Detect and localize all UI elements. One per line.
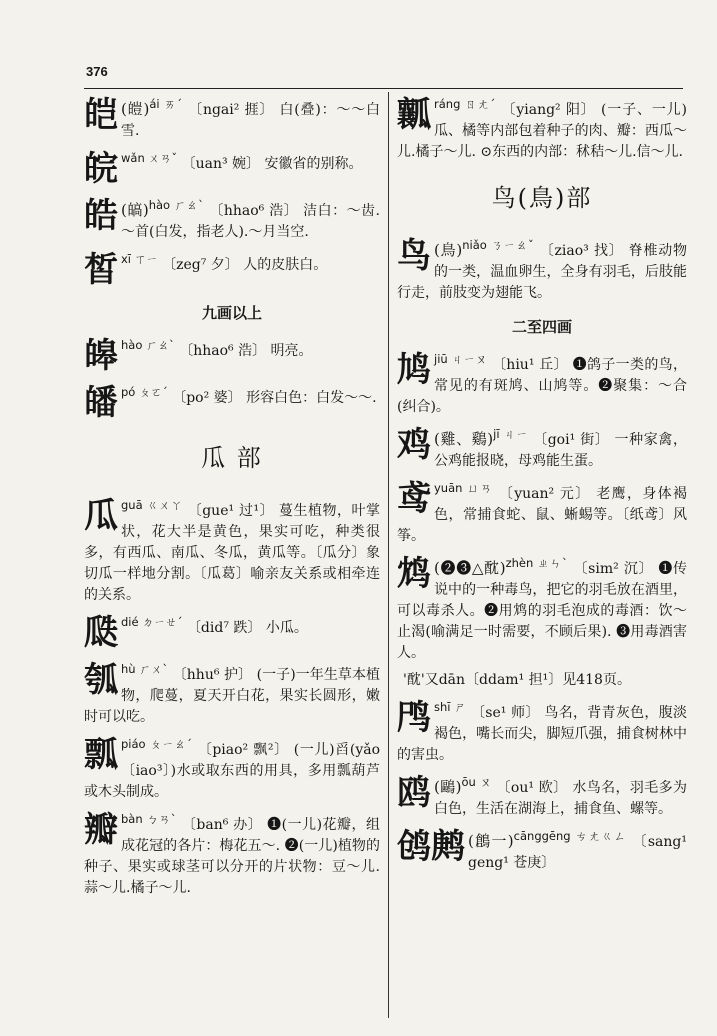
- entry-pronunciation: dié ㄉㄧㄝˊ: [121, 615, 183, 629]
- entry-definition: 〔zeg⁷ 夕〕 人的皮肤白。: [162, 257, 328, 273]
- right-column: [397, 94, 687, 1024]
- entry-variant-form: (❷❸△酖): [434, 559, 506, 577]
- entry-list: [84, 94, 380, 290]
- entry-pronunciation: jiū ㄐㄧㄡ: [434, 352, 488, 366]
- entry-list: [397, 235, 687, 304]
- entry-headword: 瓞: [84, 613, 118, 653]
- entry-headword: 鸩: [397, 554, 431, 594]
- left-column: [84, 94, 380, 1024]
- dictionary-entry: [84, 612, 380, 653]
- entry-pronunciation: hù ㄏㄨˋ: [121, 662, 169, 676]
- dictionary-entry: [397, 94, 687, 163]
- entry-pronunciation: jī ㄐㄧ: [493, 427, 529, 441]
- entry-headword: 皖: [84, 149, 118, 189]
- dictionary-entry: [84, 495, 380, 606]
- entry-pronunciation: bàn ㄅㄢˋ: [121, 812, 177, 826]
- entry-list: [397, 697, 687, 874]
- entry-headword: 鸤: [397, 698, 431, 738]
- entry-definition: 〔gue¹ 过¹〕 蔓生植物，叶掌状，花大半是黄色，果实可吃，种类很多，有西瓜、南瓜、冬瓜，黄瓜等。〔瓜分〕象切瓜一样地分割。〔瓜葛〕喻亲友关系或相牵连的关系。: [84, 503, 380, 603]
- entry-definition: 〔ngai² 捱〕 白(叠)：～～白雪.: [121, 102, 380, 139]
- entry-pronunciation: pó ㄆㄛˊ: [121, 385, 168, 399]
- entry-definition: 〔sang¹ geng¹ 苍庚〕: [468, 834, 687, 871]
- entry-definition: 〔hiu¹ 丘〕 ❶鸽子一类的鸟，常见的有斑鸠、山鸠等。❷聚集：～合(纠合)。: [397, 357, 687, 415]
- entry-variant-form: (鷗): [434, 778, 462, 796]
- radical-heading: 瓜 部: [201, 444, 263, 472]
- entry-definition: 〔ziao³ 找〕 脊椎动物的一类，温血卵生，全身有羽毛，后肢能行走，前肢变为翅能飞。: [397, 243, 687, 301]
- entry-pronunciation: hào ㄏㄠˋ: [148, 198, 205, 212]
- entry-list: [397, 349, 687, 664]
- entry-list: [397, 94, 687, 163]
- entry-headword: 皤: [84, 383, 118, 423]
- entry-pronunciation: ōu ㄡ: [461, 775, 492, 789]
- entry-definition: 〔sim² 沉〕 ❶传说中的一种毒鸟，把它的羽毛放在酒里，可以毒杀人。❷用鸩的羽毛泡成的毒酒：饮～止渴(喻满足一时需要，不顾后果). ❸用毒酒害人。: [397, 561, 687, 661]
- dictionary-entry: [397, 697, 687, 766]
- entry-pronunciation: cānggēng ㄘㄤㄍㄥ: [513, 829, 627, 843]
- entry-pronunciation: ái ㄞˊ: [149, 97, 183, 111]
- entry-definition: 〔goi¹ 街〕 一种家禽，公鸡能报晓，母鸡能生蛋。: [434, 432, 687, 469]
- cross-reference-note: '酖'又dān〔ddam¹ 担¹〕见418页。: [403, 672, 631, 688]
- entry-pronunciation: wǎn ㄨㄢˇ: [121, 151, 178, 165]
- entry-headword: 鸥: [397, 773, 431, 813]
- entry-definition: 〔did⁷ 跌〕 小瓜。: [186, 620, 308, 636]
- entry-definition: 〔hhu⁶ 护〕 (一子)一年生草本植物，爬蔓，夏天开白花，果实长圆形，嫩时可以吃。: [84, 667, 380, 725]
- dictionary-entry: [397, 349, 687, 418]
- dictionary-entry: [84, 148, 380, 189]
- entry-pronunciation: piáo ㄆㄧㄠˊ: [121, 737, 193, 751]
- dictionary-entry: [84, 249, 380, 290]
- entry-definition: 〔hhao⁶ 浩〕 洁白：～齿.～首(白发，指老人).～月当空.: [121, 203, 380, 240]
- entry-headword: 鸠: [397, 350, 431, 390]
- entry-pronunciation: hào ㄏㄠˋ: [121, 338, 175, 352]
- entry-headword: 皓: [84, 196, 118, 236]
- header-rule: [84, 88, 683, 89]
- entry-headword: 鸟: [397, 236, 431, 276]
- dictionary-entry: [397, 553, 687, 664]
- dictionary-entry: [84, 809, 380, 899]
- entry-definition: 〔se¹ 师〕 鸟名，背青灰色，腹淡褐色，嘴长而尖，脚短爪强，捕食树林中的害虫。: [397, 705, 687, 763]
- entry-definition: 〔yiang² 阳〕 (一子、一儿)瓜、橘等内部包着种子的肉、瓣：西瓜～儿.橘子～儿. ⊙东西的内部：秫秸～儿.信～儿.: [397, 102, 687, 160]
- entry-list: [84, 495, 380, 899]
- entry-variant-form: (鳥): [434, 241, 463, 259]
- section-heading: 二至四画: [511, 318, 572, 336]
- entry-definition: 〔ou¹ 欧〕 水鸟名，羽毛多为白色，生活在湖海上，捕食鱼、螺等。: [434, 780, 687, 817]
- dictionary-entry: [84, 734, 380, 803]
- entry-variant-form: (皜): [121, 201, 149, 219]
- entry-headword: 皞: [84, 336, 118, 376]
- entry-pronunciation: yuān ㄩㄢ: [434, 481, 494, 495]
- dictionary-entry: [397, 826, 687, 874]
- entry-definition: 〔po² 婆〕 形容白色：白发～～.: [172, 390, 377, 406]
- entry-pronunciation: shī ㄕ: [434, 700, 467, 714]
- entry-definition: 〔ban⁶ 办〕 ❶(一儿)花瓣，组成花冠的各片：梅花五～. ❷(一儿)植物的种子、果实或球茎可以分开的片状物：豆～儿.蒜～儿.橘子～儿.: [84, 817, 380, 896]
- entry-variant-form: (雞、鷄): [434, 430, 494, 448]
- entry-headword: 鸢: [397, 479, 431, 519]
- dictionary-entry: [397, 424, 687, 472]
- section-heading: 九画以上: [201, 304, 262, 322]
- entry-pronunciation: guā ㄍㄨㄚ: [121, 498, 183, 512]
- entry-definition: 〔yuan² 元〕 老鹰，身体褐色，常捕食蛇、鼠、蜥蜴等。〔纸鸢〕风筝。: [397, 486, 687, 544]
- entry-variant-form: (鶬一): [468, 832, 514, 850]
- entry-headword: 瓠: [84, 660, 118, 700]
- entry-definition: 〔piao² 飘²〕 (一儿)舀(yǎo〔iao³〕)水或取东西的用具，多用瓢葫芦或木头制成。: [84, 742, 380, 800]
- page-number: 376: [86, 64, 108, 79]
- entry-list: [84, 335, 380, 423]
- entry-pronunciation: niǎo ㄋㄧㄠˇ: [462, 238, 535, 252]
- entry-headword: 瓤: [397, 95, 431, 135]
- entry-pronunciation: ráng ㄖㄤˊ: [434, 97, 497, 111]
- dictionary-entry: [84, 382, 380, 423]
- entry-pronunciation: xī ㄒㄧ: [121, 252, 158, 266]
- dictionary-entry: [397, 235, 687, 304]
- entry-definition: 〔uan³ 婉〕 安徽省的别称。: [181, 156, 363, 172]
- entry-headword: 皙: [84, 250, 118, 290]
- column-divider: [388, 92, 389, 1018]
- entry-headword: 鸧鹒: [397, 827, 465, 867]
- entry-headword: 瓢: [84, 735, 118, 775]
- dictionary-entry: [84, 335, 380, 376]
- entry-headword: 皑: [84, 95, 118, 135]
- entry-headword: 瓣: [84, 810, 118, 850]
- dictionary-entry: [397, 772, 687, 820]
- dictionary-entry: [84, 659, 380, 728]
- dictionary-entry: [84, 94, 380, 142]
- entry-variant-form: (皚): [121, 100, 150, 118]
- entry-headword: 瓜: [84, 496, 118, 536]
- dictionary-entry: [84, 195, 380, 243]
- entry-definition: 〔hhao⁶ 浩〕 明亮。: [179, 343, 313, 359]
- radical-heading: 鸟(鳥)部: [491, 184, 593, 212]
- entry-headword: 鸡: [397, 425, 431, 465]
- entry-pronunciation: zhèn ㄓㄣˋ: [505, 556, 569, 570]
- dictionary-entry: [397, 478, 687, 547]
